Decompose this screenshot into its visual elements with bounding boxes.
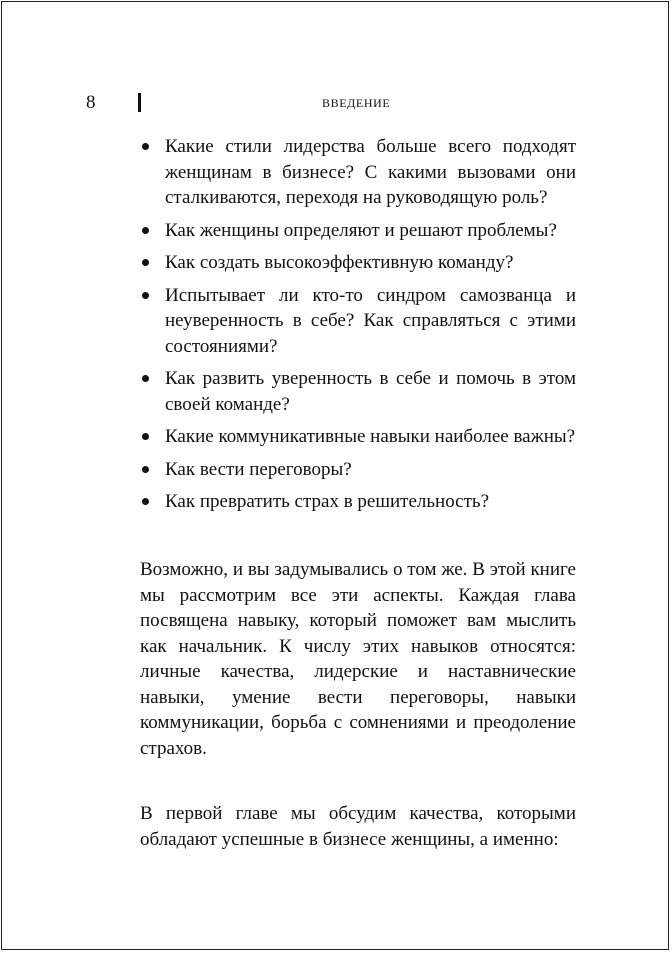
question-list [140, 134, 576, 522]
list-item-text: Как развить уверенность в себе и помочь в этом своей команде? [165, 368, 576, 415]
body-paragraph: В первой главе мы обсудим качества, которыми обладают успешные в бизнесе женщины, а именно: [140, 803, 576, 850]
bullet-icon [142, 143, 149, 150]
bullet-icon [142, 433, 149, 440]
list-item [140, 134, 576, 211]
header-divider [138, 93, 141, 112]
list-item [140, 283, 576, 360]
list-item [140, 250, 576, 276]
list-item-text: Как вести переговоры? [165, 458, 352, 480]
list-item-text: Какие коммуникативные навыки наиболее важны? [165, 426, 576, 447]
list-item-text: Какие стили лидерства больше всего подходят женщинам в бизнесе? С какими вызовами они сталкиваются, переходя на руководящую роль? [165, 136, 576, 208]
page-number: 8 [86, 92, 96, 113]
section-title: ВВЕДЕНИЕ [322, 96, 391, 110]
bullet-icon [142, 498, 149, 505]
bullet-icon [142, 227, 149, 234]
list-item [140, 489, 576, 515]
bullet-icon [142, 259, 149, 266]
list-item [140, 218, 576, 244]
list-item-text: Как превратить страх в решительность? [165, 491, 490, 512]
bullet-icon [142, 466, 149, 473]
list-item-text: Испытывает ли кто-то синдром самозванца и неуверенность в себе? Как справляться с этими состояниями? [165, 284, 576, 357]
list-item [140, 366, 576, 417]
running-head [0, 92, 672, 116]
list-item [140, 424, 576, 450]
body-paragraph: Возможно, и вы задумывались о том же. В этой книге мы рассмотрим все эти аспекты. Каждая глава посвящена навыку, который поможет вам мыслить как начальник. К числу этих навыков относятся: личные качества, лидерские и наставнические навыки, умение вести переговоры, навыки коммуникации, борьба с сомнениями и преодоление страхов. [140, 559, 576, 759]
list-item [140, 457, 576, 483]
list-item-text: Как женщины определяют и решают проблемы? [165, 219, 557, 241]
bullet-icon [142, 292, 149, 299]
list-item-text: Как создать высокоэффективную команду? [165, 252, 514, 273]
bullet-icon [142, 375, 149, 382]
